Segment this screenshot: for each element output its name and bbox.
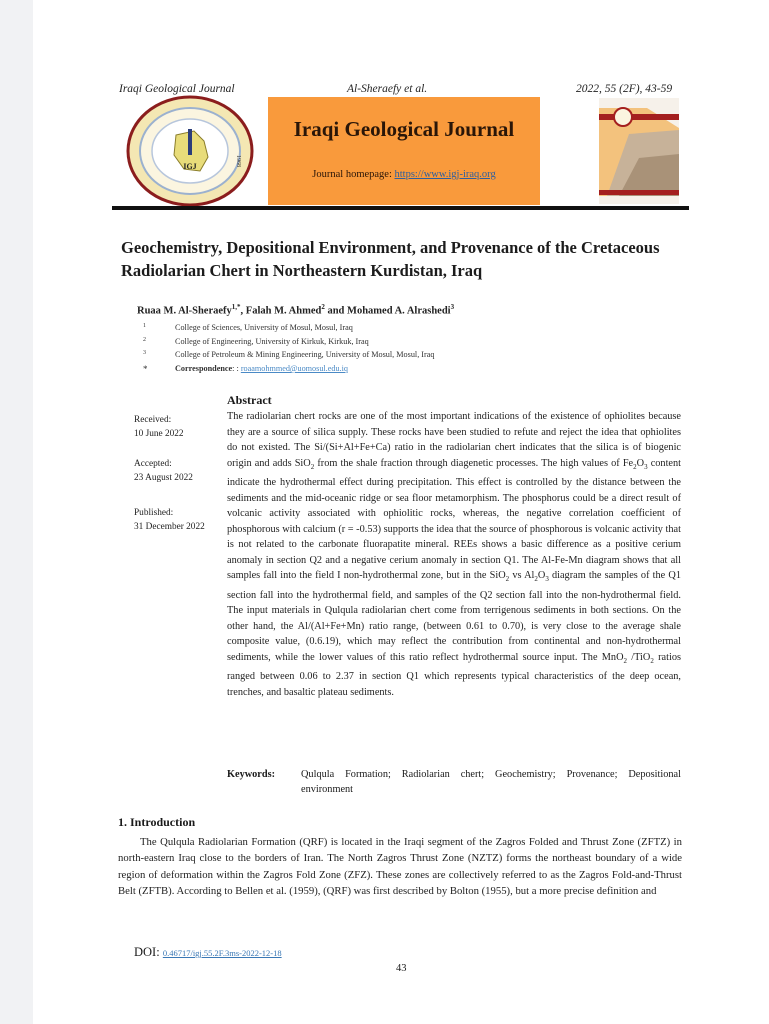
published-value: 31 December 2022 xyxy=(134,522,205,532)
keywords-label: Keywords: xyxy=(227,769,276,780)
homepage-label: Journal homepage: xyxy=(312,169,395,180)
running-authors: Al-Sheraefy et al. xyxy=(347,83,428,95)
introduction-text: The Qulqula Radiolarian Formation (QRF) is located in the Iraqi segment of the Zagros Folded and Thrust Zone (ZFTZ) in north-eastern Iraq close to the borders of Iran. The North Zagros Thrust Zone (NZTZ) forms the northeast boundary of a wide region of deformation within the Zagros Fold Zone (ZFZ). These zones are collectively referred to as the Zagros Fold-and-Thrust Belt (ZFTB). According to Bellen et al. (1959), (QRF) was first described by Bolton (1955), but a more precise definition and xyxy=(118,836,682,898)
doi-link[interactable]: 0.46717/igj.55.2F.3ms-2022-12-18 xyxy=(162,948,282,958)
journal-title: Iraqi Geological Journal xyxy=(293,117,515,141)
published-label: Published: xyxy=(134,508,174,518)
journal-banner xyxy=(268,97,540,205)
accepted-label: Accepted: xyxy=(134,459,172,469)
affiliation-text: College of Sciences, University of Mosul, Mosul, Iraq xyxy=(175,323,353,332)
abstract-heading: Abstract xyxy=(227,393,272,407)
author-name: Ruaa M. Al-Sheraefy xyxy=(137,305,232,317)
accepted-value: 23 August 2022 xyxy=(134,473,193,483)
running-journal-name: Iraqi Geological Journal xyxy=(119,83,235,95)
author-name: Falah M. Ahmed xyxy=(245,305,322,317)
affiliation-item xyxy=(143,350,434,359)
affiliation-text: College of Engineering, University of Kirkuk, Kirkuk, Iraq xyxy=(175,337,369,346)
author-separator: , xyxy=(240,305,246,317)
doi xyxy=(134,945,282,960)
received-label: Received: xyxy=(134,415,172,425)
page-number: 43 xyxy=(396,963,407,974)
author-separator: and xyxy=(324,305,348,317)
author-list xyxy=(137,303,454,317)
author-affiliation-marker: 1,* xyxy=(231,303,241,311)
seal-year: 1968 xyxy=(235,155,241,167)
running-citation: 2022, 55 (2F), 43-59 xyxy=(576,83,673,95)
affiliation-number: 1 xyxy=(143,323,146,329)
affiliation-text: College of Petroleum & Mining Engineering, University of Mosul, Mosul, Iraq xyxy=(175,350,435,359)
journal-homepage xyxy=(268,169,540,180)
correspondence-label: Correspondence xyxy=(175,364,233,373)
keywords-text: Qulqula Formation; Radiolarian chert; Geochemistry; Provenance; Depositional environment xyxy=(301,769,681,795)
affiliation-number: 3 xyxy=(143,350,146,356)
seal-center-text: IGJ xyxy=(183,162,197,171)
author-affiliation-marker: 2 xyxy=(321,303,325,311)
abstract-text: The radiolarian chert rocks are one of the most important indications of the existence of ophiolites because they are a source of silica supply. These rocks have been studied to refute and reject the idea that ophiolites do not existed. The Si/(Si+Al+Fe+Ca) ratio in the radiolarian chert indicates that the silica is of biogenic origin and adds SiO$_2$ from the shale fraction through diagenetic processes. The high values of $Fe_2O_3$ content indicate the hydrothermal effect during precipitation. This effect is controlled by the distance between the sediments and the mid-oceanic ridge or sea floor metamorphism. The phosphorus could be a direct result of volcanic activity associated with ophiolitic rocks, whereas, the negative correlation coefficient of phosphorous with calcium (r = -0.53) supports the idea that the source of phosphorous is volcanic activity that is not related to the carbonate fluorapatite mineral. REEs shows a basic difference as a positive cerium anomaly in section Q2 and a negative cerium anomaly in section Q1. The Al-Fe-Mn diagram shows that all samples fall into the field I non-hydrothermal zone, but in the SiO$_2$ vs $Al_2O_3$ diagram the samples of the Q1 section fall into the hydrothermal field, and samples of the Q2 section fall into the non-hydrothermal field. The input materials in Qulqula radiolarian chert come from terrigenous sediments in both sections. On the other hand, the Al/(Al+Fe+Mn) ratio range, (between 0.61 to 0.70), is very close to the average shale composite value, (0.6.19), which may reflect the contribution from continental and non-hydrothermal sediments, while the lower values of this ratio reflect hydrothermal source input. The MnO$_2$ /TiO$_2$ ratios ranged between 0.06 to 2.37 in section Q1 which represents typical characteristics of the deep ocean, trenches, and basaltic plateau sediments. xyxy=(227,411,682,698)
published-date xyxy=(134,506,205,534)
accepted-date xyxy=(134,457,193,485)
article-title-line-2: Radiolarian Chert in Northeastern Kurdistan, Iraq xyxy=(121,261,483,280)
society-seal-icon xyxy=(124,95,256,207)
correspondence xyxy=(143,364,348,374)
author-name: Mohamed A. Alrashedi xyxy=(347,305,451,317)
article-title-line-1: Geochemistry, Depositional Environment, and Provenance of the Cretaceous xyxy=(121,238,660,257)
affiliation-number: 2 xyxy=(143,337,146,343)
author-affiliation-marker: 3 xyxy=(450,303,455,311)
header-rule xyxy=(112,206,689,210)
correspondence-separator: : : xyxy=(232,364,241,373)
homepage-link[interactable]: https://www.igj-iraq.org xyxy=(394,169,496,180)
journal-cover-thumbnail xyxy=(599,98,679,204)
correspondence-marker: * xyxy=(143,364,148,374)
affiliation-item xyxy=(143,323,353,332)
introduction-heading: 1. Introduction xyxy=(118,815,196,829)
received-value: 10 June 2022 xyxy=(134,429,184,439)
doi-label: DOI: xyxy=(134,945,163,959)
correspondence-email-link[interactable]: roaamohmmed@uomosul.edu.iq xyxy=(240,364,348,373)
article-title xyxy=(121,236,701,282)
affiliation-item xyxy=(143,337,369,346)
received-date xyxy=(134,413,184,441)
